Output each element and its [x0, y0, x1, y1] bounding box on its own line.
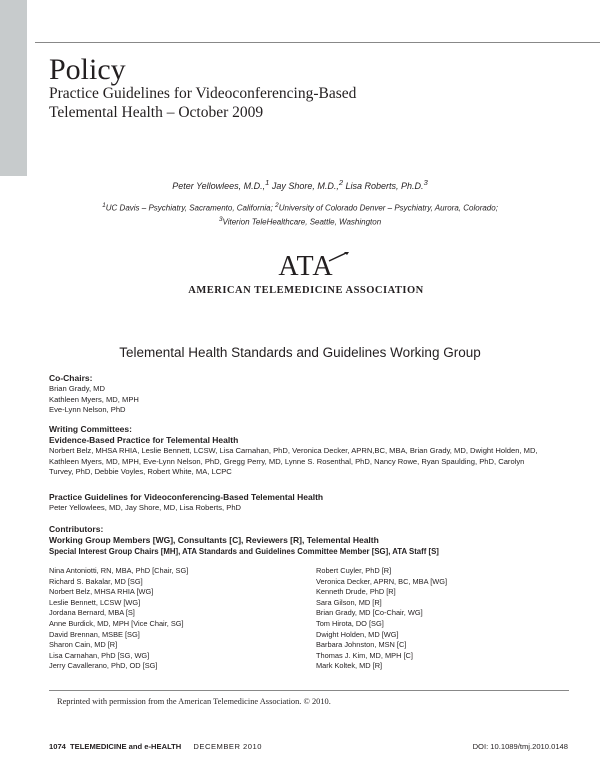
affiliation-sup: 2 — [275, 202, 279, 209]
contributor-name: Sara Gilson, MD [R] — [316, 597, 382, 607]
contributors-section — [49, 524, 439, 557]
contributor-name: Brian Grady, MD [Co-Chair, WG] — [316, 608, 423, 618]
affiliation-text: Viterion TeleHealthcare, Seattle, Washington — [222, 217, 382, 227]
practice-guidelines-committee — [49, 492, 323, 514]
logo-abbr: ATA — [278, 251, 334, 282]
contributor-name: Richard S. Bakalar, MD [SG] — [49, 576, 143, 586]
author-sup: 3 — [423, 178, 428, 187]
affiliation-line-2 — [0, 214, 600, 228]
writing-committees-section — [49, 424, 538, 478]
section-title: Policy — [49, 53, 126, 86]
committee-members-line: Peter Yellowlees, MD, Jay Shore, MD, Lisa Roberts, PhD — [49, 503, 242, 512]
contributor-name: Mark Koltek, MD [R] — [316, 661, 383, 671]
committee-members-line: Turvey, PhD, Debbie Voyles, Robert White, MA, LCPC — [49, 467, 232, 476]
top-rule — [35, 42, 600, 43]
contributor-name: Dwight Holden, MD [WG] — [316, 629, 399, 639]
contributor-name: Veronica Decker, APRN, BC, MBA [WG] — [316, 576, 448, 586]
page-number: 1074 — [49, 742, 66, 751]
author-sup: 1 — [265, 178, 270, 187]
contributor-name: Jerry Cavallerano, PhD, OD [SG] — [49, 661, 158, 671]
bottom-rule — [49, 690, 569, 691]
contributor-name: Nina Antoniotti, RN, MBA, PhD [Chair, SG] — [49, 566, 189, 575]
cochairs-section — [49, 373, 139, 416]
document-title-line-1: Practice Guidelines for Videoconferencing-Based — [49, 85, 357, 102]
cochair-name: Kathleen Myers, MD, MPH — [49, 394, 139, 404]
doi-link[interactable]: DOI: 10.1089/tmj.2010.0148 — [472, 742, 568, 751]
document-title — [49, 84, 469, 122]
logo-name: AMERICAN TELEMEDICINE ASSOCIATION — [188, 285, 424, 296]
contributor-name: Tom Hirota, DO [SG] — [316, 618, 384, 628]
cochair-name: Brian Grady, MD — [49, 384, 105, 393]
contributor-name: Anne Burdick, MD, MPH [Vice Chair, SG] — [49, 618, 184, 628]
cochairs-heading: Co-Chairs: — [49, 373, 93, 383]
committee-members-line: Norbert Belz, MHSA RHIA, Leslie Bennett, LCSW, Lisa Carnahan, PhD, Veronica Decker, APRN,BC, MBA, Brian Grady, MD, Dwight Holden, MD, — [49, 446, 538, 455]
affiliations — [0, 200, 600, 227]
contributor-name: Leslie Bennett, LCSW [WG] — [49, 597, 141, 607]
contributor-name: David Brennan, MSBE [SG] — [49, 629, 140, 639]
contributors-heading: Contributors: — [49, 524, 104, 534]
affiliation-text: University of Colorado Denver – Psychiatry, Aurora, Colorado; — [278, 203, 498, 213]
ata-logo — [180, 252, 432, 302]
logo-swoosh-icon — [328, 252, 350, 262]
journal-name: TELEMEDICINE and e-HEALTH — [70, 742, 182, 751]
contributor-name: Thomas J. Kim, MD, MPH [C] — [316, 650, 413, 660]
contributors-right-column — [316, 566, 447, 672]
affiliation-sup: 1 — [102, 202, 106, 209]
contributor-name: Kenneth Drude, PhD [R] — [316, 587, 396, 597]
writing-subheading-practice: Practice Guidelines for Videoconferencing-Based Telemental Health — [49, 492, 324, 502]
writing-heading: Writing Committees: — [49, 424, 132, 434]
affiliation-sup: 3 — [218, 215, 223, 223]
author-sup: 2 — [338, 178, 344, 187]
contributors-left-column — [49, 566, 188, 672]
author-list — [0, 177, 600, 192]
working-group-title: Telemental Health Standards and Guidelines Working Group — [119, 345, 481, 360]
page-footer — [49, 742, 262, 751]
issue-date: DECEMBER 2010 — [193, 742, 262, 751]
author-name: Lisa Roberts, Ph.D. — [343, 181, 424, 191]
document-title-line-2: Telemental Health – October 2009 — [49, 104, 264, 121]
side-color-bar — [0, 0, 27, 176]
cochair-name: Eve-Lynn Nelson, PhD — [49, 405, 126, 414]
author-name: Jay Shore, M.D., — [269, 181, 339, 191]
contributor-name: Norbert Belz, MHSA RHIA [WG] — [49, 587, 154, 597]
contributors-legend-1: Working Group Members [WG], Consultants [C], Reviewers [R], Telemental Health — [49, 535, 379, 545]
reprint-notice: Reprinted with permission from the American Telemedicine Association. © 2010. — [57, 697, 331, 706]
contributor-name: Barbara Johnston, MSN [C] — [316, 640, 407, 650]
contributor-name: Sharon Cain, MD [R] — [49, 640, 118, 650]
contributor-name: Jordana Bernard, MBA [S] — [49, 608, 135, 618]
affiliation-text: UC Davis – Psychiatry, Sacramento, California; — [105, 203, 276, 213]
committee-members-line: Kathleen Myers, MD, MPH, Eve-Lynn Nelson, PhD, Gregg Perry, MD, Lynne S. Rosenthal, PhD, Nancy Rowe, Ryan Spaulding, PhD, Carolyn — [49, 456, 525, 466]
contributors-legend-2: Special Interest Group Chairs [MH], ATA Standards and Guidelines Committee Member [SG], ATA Staff [S] — [49, 547, 439, 556]
contributor-name: Robert Cuyler, PhD [R] — [316, 566, 392, 575]
affiliation-line-1 — [0, 200, 600, 214]
contributor-name: Lisa Carnahan, PhD [SG, WG] — [49, 650, 150, 660]
author-name: Peter Yellowlees, M.D., — [172, 181, 266, 191]
writing-subheading-evidence: Evidence-Based Practice for Telemental Health — [49, 435, 239, 445]
